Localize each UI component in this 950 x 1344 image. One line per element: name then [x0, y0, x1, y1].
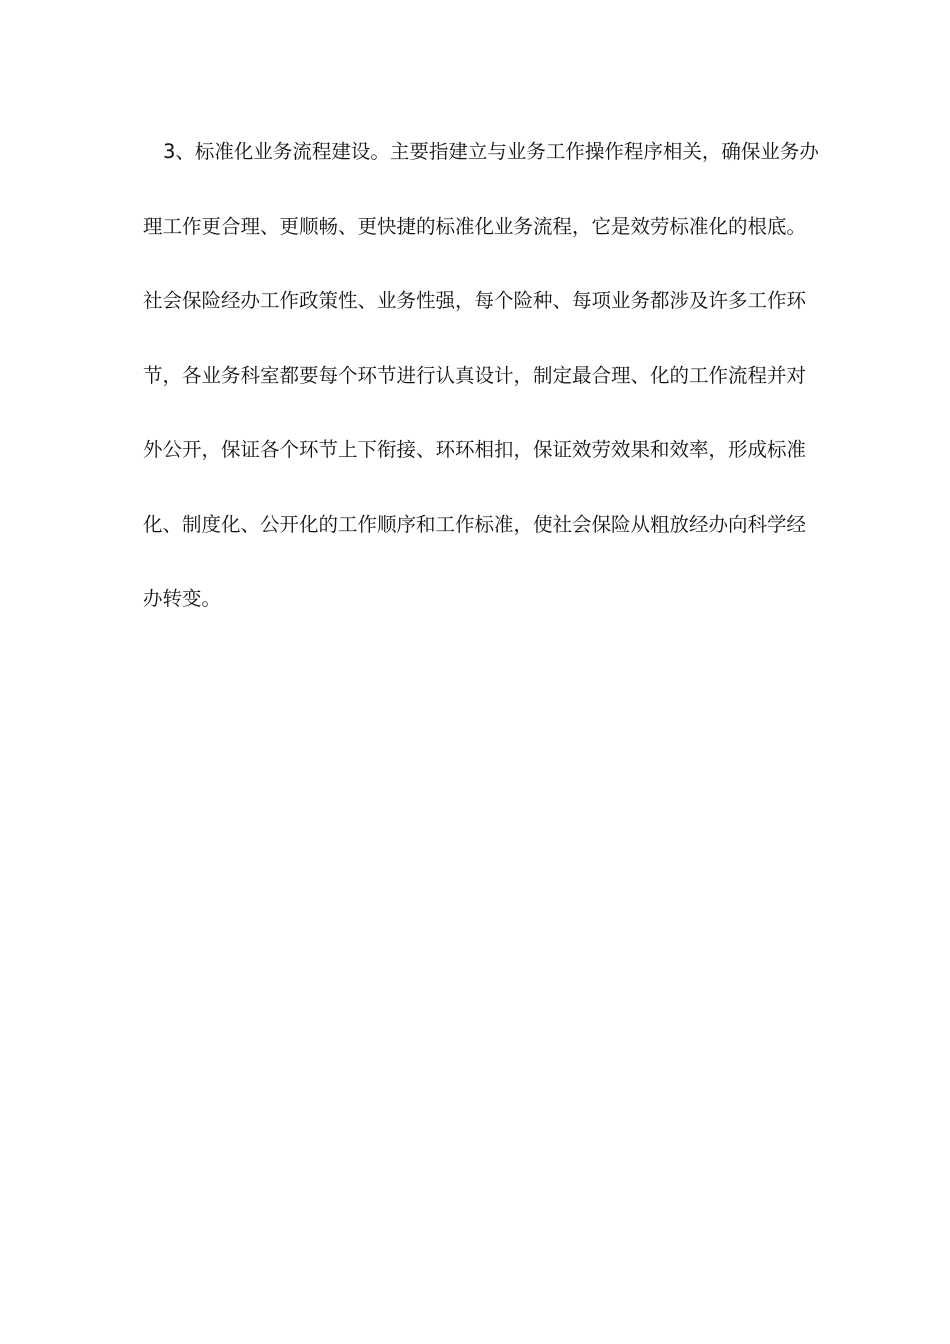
paragraph-line: 3、标准化业务流程建设。主要指建立与业务工作操作程序相关，确保业务办 [163, 140, 819, 163]
paragraph-line: 社会保险经办工作政策性、业务性强，每个险种、每项业务都涉及许多工作环 [143, 289, 807, 312]
paragraph-line: 外公开，保证各个环节上下衔接、环环相扣，保证效劳效果和效率，形成标准 [143, 438, 807, 461]
body-paragraph [143, 131, 819, 653]
paragraph-line: 办转变。 [143, 587, 222, 610]
paragraph-line: 节，各业务科室都要每个环节进行认真设计，制定最合理、化的工作流程并对 [143, 363, 807, 387]
paragraph-line: 化、制度化、公开化的工作顺序和工作标准，使社会保险从粗放经办向科学经 [143, 512, 807, 536]
paragraph-line: 理工作更合理、更顺畅、更快捷的标准化业务流程，它是效劳标准化的根底。 [143, 214, 807, 238]
